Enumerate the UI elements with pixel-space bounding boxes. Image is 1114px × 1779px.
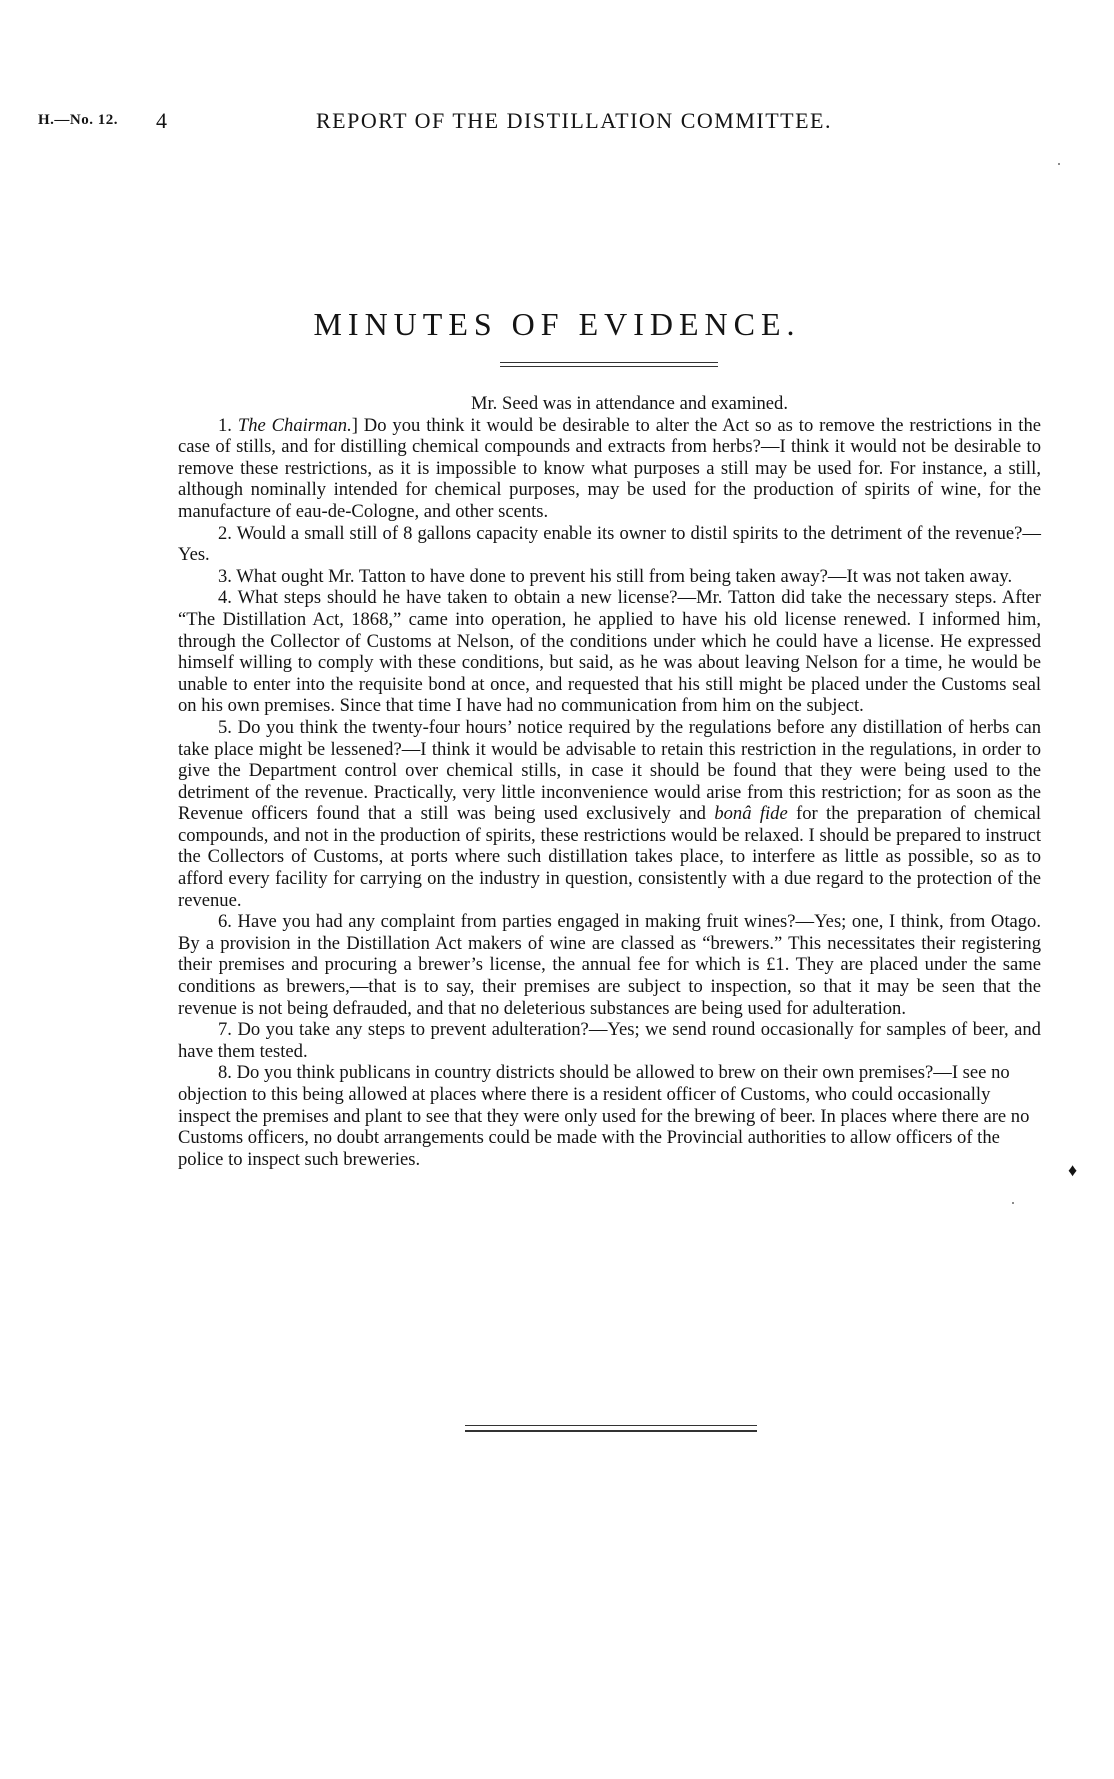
paragraph-text: Have you had any complaint from parties engaged in making fruit wines?—Yes; one, I think, from Otago. By a provision in the Distillation Act makers of wine are classed as “brewers.” This necessitates their registering their premises and procuring a brewer’s license, the annual fee for which is £1. They are placed under the same conditions as brewers,—that is to say, their premises are subject to inspection, so that it may be seen that the revenue is not being defrauded, and that no deleterious substances are being used for adulteration. <box>178 911 1041 1019</box>
question-number: 3. <box>218 565 232 587</box>
question-number: 2. <box>218 522 232 544</box>
evidence-paragraph-7 <box>178 1019 1041 1062</box>
paragraph-text: Do you think publicans in country districts should be allowed to brew on their own premises?—I see no objection to this being allowed at places where there is a resident officer of Customs, who could occasionally inspect the premises and plant to see that they were only used for the brewing of beer. In places where there are no Customs officers, no doubt arrangements could be made with the Provincial authorities to allow officers of the police to inspect such breweries. <box>178 1062 1030 1170</box>
evidence-paragraph-6 <box>178 911 1041 1019</box>
latin-phrase: bonâ fide <box>714 803 788 825</box>
question-number: 7. <box>218 1019 232 1041</box>
question-number: 4. <box>218 587 232 609</box>
minutes-body <box>178 393 1041 1170</box>
page-number: 4 <box>156 108 167 133</box>
question-number: 6. <box>218 911 232 933</box>
attendance-note: Mr. Seed was in attendance and examined. <box>470 393 789 414</box>
paragraph-text: What ought Mr. Tatton to have done to prevent his still from being taken away?—It was not taken away. <box>236 565 1013 587</box>
paragraph-text: ] Do you think it would be desirable to alter the Act so as to remove the restrictions in the case of stills, and for distilling chemical compounds and extracts from herbs?—I think it would not be desirable to remove these restrictions, as it is impossible to know what purposes a still may be used for. For instance, a still, although nominally intended for chemical purposes, may be used for the production of spirits of wine, for the manufacture of eau-de-Cologne, and other scents. <box>178 414 1042 522</box>
evidence-paragraph-2 <box>178 523 1041 566</box>
paragraph-text: Would a small still of 8 gallons capacity enable its owner to distil spirits to the detriment of the revenue?—Yes. <box>178 522 1041 566</box>
question-number: 1. <box>218 414 232 436</box>
title-divider <box>500 362 718 367</box>
evidence-paragraph-3 <box>178 566 1041 588</box>
question-number: 5. <box>218 716 232 738</box>
evidence-paragraph-4 <box>178 587 1041 717</box>
paragraph-text-continued: for the preparation of chemical compounds, and not in the production of spirits, these restrictions would be relaxed. I should be prepared to instruct the Collectors of Customs, at ports where such distillation takes place, to interfere as little as possible, so as to afford every facility for carrying on the industry in question, consistently with a due regard to the protection of the revenue. <box>178 803 1041 911</box>
stray-dot-icon <box>1012 1202 1014 1204</box>
end-divider <box>465 1425 757 1432</box>
question-number: 8. <box>218 1062 232 1084</box>
paragraph-text: What steps should he have taken to obtain a new license?—Mr. Tatton did take the necessary steps. After “The Distillation Act, 1868,” came into operation, he applied to have his old license renewed. I informed him, through the Collector of Customs at Nelson, of the conditions under which he could have a license. He expressed himself willing to comply with these conditions, but said, as he was about leaving Nelson for a time, he would be unable to enter into the requisite bond at once, and requested that his still might be placed under the Customs seal on his own premises. Since that time I have had no communication from him on the subject. <box>178 587 1041 717</box>
document-reference: H.—No. 12. <box>38 112 118 128</box>
margin-mark-icon: ♦ <box>1068 1160 1078 1180</box>
evidence-paragraph-1 <box>178 415 1041 523</box>
evidence-paragraph-8 <box>178 1062 1041 1170</box>
paragraph-text: Do you think the twenty-four hours’ notice required by the regulations before any distillation of herbs can take place might be lessened?—I think it would be advisable to retain this restriction in the regulations, in order to give the Department control over chemical stills, in case it should be found that they were being used to the detriment of the revenue. Practically, very little inconvenience would arise from this restriction; for as soon as the Revenue officers found that a still was being used exclusively and <box>178 716 1041 825</box>
report-title: REPORT OF THE DISTILLATION COMMITTEE. <box>316 108 832 133</box>
paragraph-text: Do you take any steps to prevent adulteration?—Yes; we send round occasionally for samples of beer, and have them tested. <box>178 1019 1041 1062</box>
evidence-paragraph-5 <box>178 717 1041 911</box>
stray-dot-icon <box>1058 163 1060 165</box>
speaker-name: The Chairman. <box>237 414 352 436</box>
page-header <box>38 108 1078 136</box>
section-title: MINUTES OF EVIDENCE. <box>313 306 801 342</box>
